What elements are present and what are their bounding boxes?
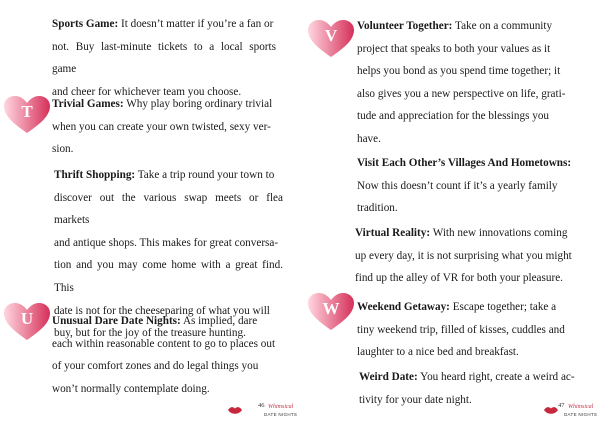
heart-letter-u [4,303,50,341]
entry-trivial-games [52,93,276,161]
entry-heading: Trivial Games: [52,98,124,110]
entry-text: also gives you a new perspective on life, grati- [357,87,566,100]
entry-text: tivity for your date night. [359,393,472,406]
entry-heading: Unusual Dare Date Nights: [52,315,181,327]
footer-brand: Whimsical [568,404,594,410]
heart-letter-w [308,293,354,331]
entry-text: of your comfort zones and do legal things you [52,360,259,373]
entry-text: won’t normally contemplate doing. [52,382,210,395]
entry-volunteer-together [357,15,579,151]
heart-letter-t [4,96,50,134]
entry-sports-game [52,13,276,103]
entry-text: up every day, it is not surprising what you might [355,249,572,262]
page-footer [540,404,598,422]
lips-icon [544,406,558,415]
lips-icon [228,406,242,415]
entry-text: project that speaks to both your values as it [357,42,551,55]
entry-text: With new innovations coming [432,227,568,239]
footer-subtitle: DATE NIGHTS [564,412,598,417]
heart-letter: V [324,26,338,45]
entry-text: date is not for the cheeseparing of what you will [54,304,270,317]
entry-text: Take on a community [455,20,553,32]
entry-text: It doesn’t matter if you’re a fan or [120,18,274,30]
right-page [300,0,600,424]
entry-text: tradition. [357,202,398,215]
entry-text: helps you bond as you spend time together; it [357,65,561,78]
entry-text: tude and appreciation for the blessings you [357,110,550,123]
entry-text: sion. [52,143,74,156]
entry-text: and cheer for whichever team you choose. [52,85,242,98]
entry-text: not. Buy last-minute tickets to a local sports game [52,40,276,76]
entry-text: have. [357,132,381,145]
footer-brand: Whimsical [268,404,294,410]
entry-text: laughter to a nice bed and breakfast. [357,346,519,359]
entry-virtual-reality [355,222,579,290]
heart-letter-v [308,20,354,58]
entry-text: Why play boring ordinary trivial [126,98,273,110]
page-number: 47 [558,402,565,409]
page-footer [228,404,298,422]
entry-text: find up the alley of VR for both your pleasure. [355,272,563,285]
entry-weekend-getaway [357,296,579,364]
entry-heading: Visit Each Other’s Villages And Hometowns: [357,157,572,169]
entry-text: tiny weekend trip, filled of kisses, cuddles and [357,323,565,336]
entry-text: each within reasonable content to go to places out [52,337,276,350]
entry-heading: Weekend Getaway: [357,301,450,313]
entry-text: Now this doesn’t count if it’s a yearly family [357,179,558,192]
entry-text: discover out the various swap meets or flea markets [54,191,283,227]
entry-text: Escape together; take a [452,301,557,313]
entry-heading: Weird Date: [359,371,418,383]
entry-text: buy, but for the joy of the treasure hunting. [54,327,246,340]
entry-heading: Virtual Reality: [355,227,431,239]
heart-letter: U [20,309,34,328]
page-number: 46 [258,402,265,409]
heart-letter: W [322,299,340,318]
entry-heading: Volunteer Together: [357,20,453,32]
entry-text: and antique shops. This makes for great conversa- [54,236,279,249]
entry-text: You heard right, create a weird ac- [420,371,575,383]
footer-subtitle: DATE NIGHTS [264,412,298,417]
entry-text: As implied, dare [182,315,258,327]
entry-visit-villages [357,152,579,220]
entry-text: Take a trip round your town to [137,169,275,181]
entry-text: tion and you may come home with a great find. This [54,259,283,294]
entry-heading: Sports Game: [52,18,119,30]
entry-unusual-dare-date-nights [52,310,276,400]
heart-letter: T [21,102,33,121]
entry-text: when you can create your own twisted, sexy ver- [52,120,271,133]
entry-heading: Thrift Shopping: [54,169,136,181]
